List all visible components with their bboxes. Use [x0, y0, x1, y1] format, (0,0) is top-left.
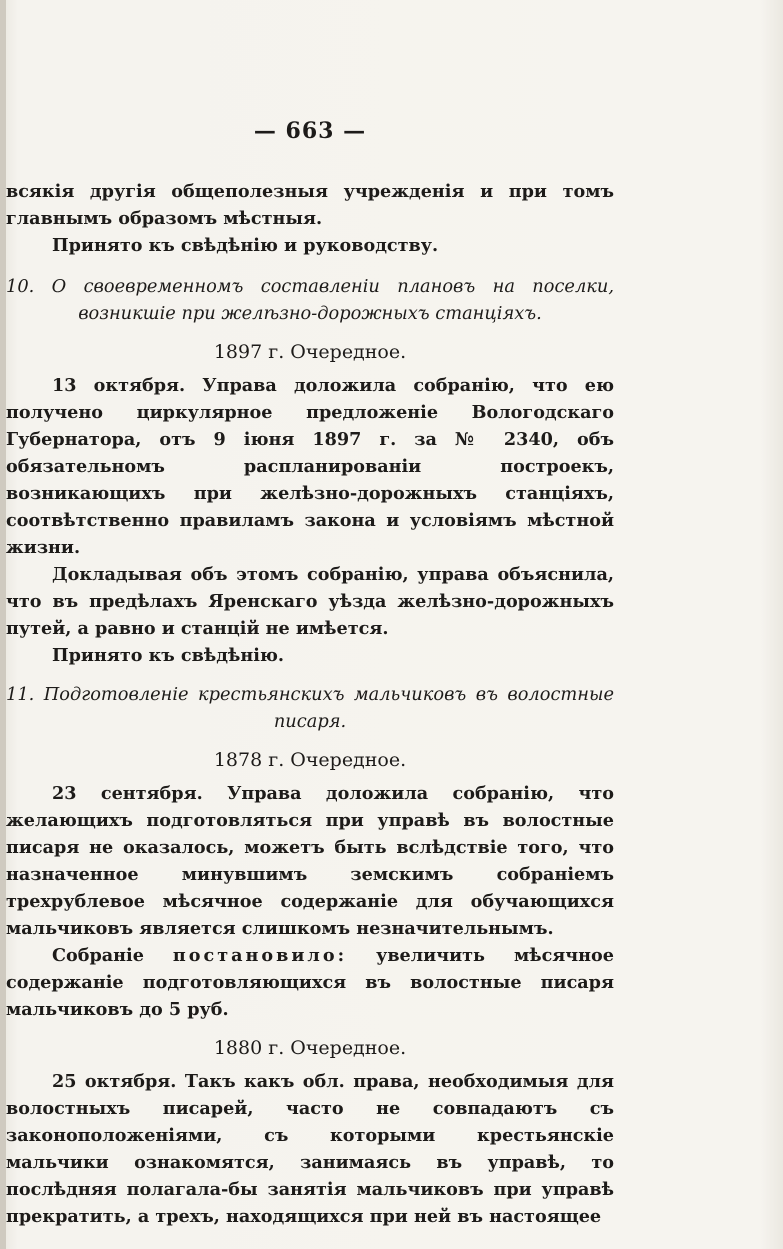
section-heading-10: 10. О своевременномъ составленіи плановъ на поселки, возникшіе при желѣзно-дорожныхъ станціяхъ. [6, 276, 614, 324]
paragraph-4: Докладывая объ этомъ собранію, управа объяснила, что въ предѣлахъ Яренскаго уѣзда желѣзно-дорожныхъ путей, а равно и станцій не имѣется. [6, 564, 614, 639]
year-heading-1880: 1880 г. Очередное. [213, 1037, 407, 1059]
paragraph-8: 25 октября. Такъ какъ обл. права, необходимыя для волостныхъ писарей, часто не совпадаютъ съ законоположеніями, съ которыми крестьянскіе мальчики ознакомятся, занимаясь въ управѣ, то послѣдняя полагала-бы занятія мальчиковъ при управѣ прекратить, а трехъ, находящихся при ней въ настоящее [6, 1071, 614, 1227]
document-body [6, 118, 614, 1230]
year-heading-1897: 1897 г. Очередное. [213, 341, 407, 363]
paragraph-7-resolution: постановило: [172, 945, 348, 966]
paragraph-7-lead: Собраніе [52, 945, 144, 966]
paragraph-5: Принято къ свѣдѣнію. [52, 645, 285, 666]
paragraph-2: Принято къ свѣдѣнію и руководству. [52, 235, 439, 256]
page-number: — 663 — [253, 118, 367, 144]
paragraph-7-rest: увеличить мѣсячное содержаніе подготовляющихся въ волостные писаря мальчиковъ до 5 руб. [6, 945, 614, 1020]
paragraph-1: всякія другія общеполезныя учрежденія и при томъ главнымъ образомъ мѣстныя. [6, 181, 614, 229]
paragraph-6: 23 сентября. Управа доложила собранію, что желающихъ подготовляться при управѣ въ волостные писаря не оказалось, можетъ быть вслѣдствіе того, что назначенное минувшимъ земскимъ собраніемъ трехрублевое мѣсячное содержаніе для обучающихся мальчиковъ является слишкомъ незначительнымъ. [6, 783, 614, 939]
paragraph-3: 13 октября. Управа доложила собранію, что ею получено циркулярное предложеніе Вологодскаго Губернатора, отъ 9 іюня 1897 г. за № 2340, объ обязательномъ распланированіи построекъ, возникающихъ при желѣзно-дорожныхъ станціяхъ, соотвѣтственно правиламъ закона и условіямъ мѣстной жизни. [6, 375, 614, 558]
section-heading-11: 11. Подготовленіе крестьянскихъ мальчиковъ въ волостные писаря. [6, 684, 614, 732]
year-heading-1878: 1878 г. Очередное. [213, 749, 407, 771]
paragraph-7 [6, 942, 614, 1023]
